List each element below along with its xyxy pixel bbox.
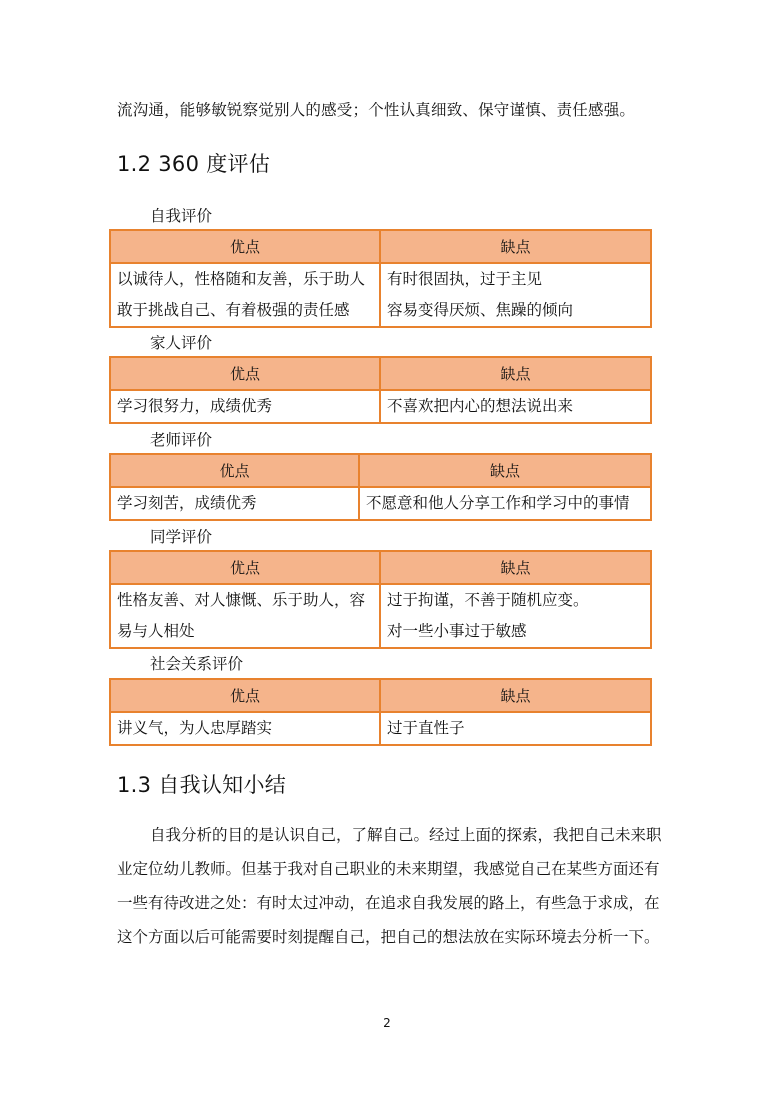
- cons-line: 对一些小事过于敏感: [387, 622, 527, 640]
- cons-line: 容易变得厌烦、焦躁的倾向: [387, 301, 574, 319]
- table-label-self: 自我评价: [150, 207, 213, 225]
- page-number: 2: [383, 1016, 391, 1030]
- table-row: [110, 712, 651, 745]
- pros-line: 易与人相处: [117, 622, 195, 640]
- cons-cell: [380, 584, 651, 648]
- evaluation-table-family: [109, 356, 652, 424]
- pros-cell: [110, 584, 380, 648]
- cons-cell: [359, 487, 651, 520]
- pros-cell: [110, 487, 359, 520]
- pros-line: 性格友善、对人慷慨、乐于助人，容: [117, 591, 366, 609]
- paragraph-line: 自我分析的目的是认识自己，了解自己。经过上面的探索，我把自己未来职: [150, 826, 662, 844]
- cons-cell: [380, 263, 651, 327]
- evaluation-table-teacher: [109, 453, 652, 521]
- header-cons: 缺点: [380, 551, 651, 584]
- header-cons: 缺点: [380, 230, 651, 263]
- header-pros: 优点: [110, 454, 359, 487]
- header-pros: 优点: [110, 357, 380, 390]
- summary-paragraph: [117, 818, 662, 954]
- section-heading-summary: 1.3 自我认知小结: [117, 773, 287, 797]
- pros-line: 以诚待人，性格随和友善，乐于助人: [117, 270, 366, 288]
- pros-line: 学习很努力，成绩优秀: [117, 397, 273, 415]
- header-cons: 缺点: [380, 357, 651, 390]
- table-row: [110, 263, 651, 327]
- evaluation-table-social: [109, 678, 652, 746]
- table-row: [110, 390, 651, 423]
- pros-line: 讲义气，为人忠厚踏实: [117, 719, 273, 737]
- table-row: [110, 487, 651, 520]
- pros-line: 敢于挑战自己、有着极强的责任感: [117, 301, 350, 319]
- paragraph-line: 这个方面以后可能需要时刻提醒自己，把自己的想法放在实际环境去分析一下。: [117, 928, 660, 946]
- cons-line: 过于直性子: [387, 719, 465, 737]
- table-label-family: 家人评价: [150, 334, 213, 352]
- paragraph-line: 一些有待改进之处：有时太过冲动，在追求自我发展的路上，有些急于求成，在: [117, 894, 660, 912]
- header-cons: 缺点: [359, 454, 651, 487]
- intro-line: 流沟通，能够敏锐察觉别人的感受；个性认真细致、保守谨慎、责任感强。: [117, 101, 636, 119]
- pros-cell: [110, 390, 380, 423]
- evaluation-table-self: [109, 229, 652, 328]
- cons-line: 有时很固执，过于主见: [387, 270, 543, 288]
- cons-cell: [380, 390, 651, 423]
- table-label-classmate: 同学评价: [150, 528, 213, 546]
- header-pros: 优点: [110, 551, 380, 584]
- table-row: [110, 584, 651, 648]
- header-cons: 缺点: [380, 679, 651, 712]
- cons-line: 不愿意和他人分享工作和学习中的事情: [366, 494, 630, 512]
- pros-cell: [110, 712, 380, 745]
- header-pros: 优点: [110, 679, 380, 712]
- cons-line: 过于拘谨，不善于随机应变。: [387, 591, 589, 609]
- pros-line: 学习刻苦，成绩优秀: [117, 494, 257, 512]
- section-heading-360: 1.2 360 度评估: [117, 152, 271, 176]
- evaluation-table-classmate: [109, 550, 652, 649]
- pros-cell: [110, 263, 380, 327]
- paragraph-line: 业定位幼儿教师。但基于我对自己职业的未来期望，我感觉自己在某些方面还有: [117, 860, 660, 878]
- cons-line: 不喜欢把内心的想法说出来: [387, 397, 574, 415]
- header-pros: 优点: [110, 230, 380, 263]
- table-label-teacher: 老师评价: [150, 431, 213, 449]
- cons-cell: [380, 712, 651, 745]
- table-label-social: 社会关系评价: [150, 655, 244, 673]
